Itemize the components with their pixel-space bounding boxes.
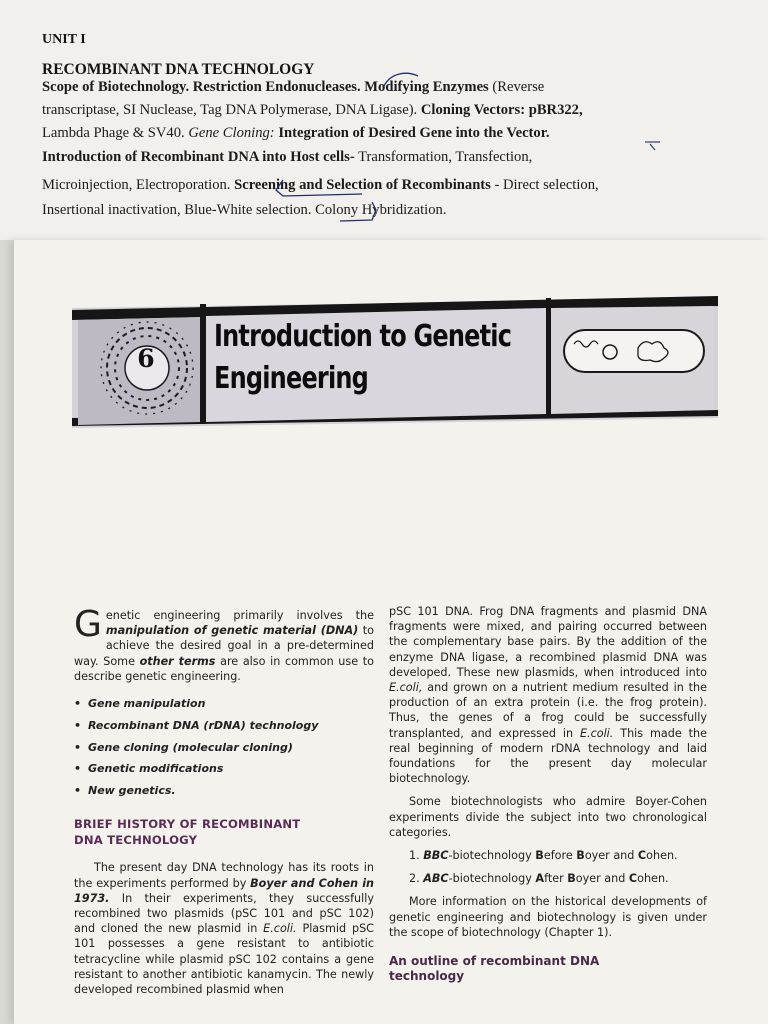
chapter-number: 6 xyxy=(137,344,155,373)
syllabus-line: Insertional inactivation, Blue-White selection. Colony Hybridization. xyxy=(42,202,447,218)
syllabus-line: Microinjection, Electroporation. Screening and Selection of Recombinants - Direct selection, xyxy=(42,177,599,193)
outline-heading-line2: technology xyxy=(389,969,465,984)
outline-heading-line1: An outline of recombinant DNA xyxy=(389,954,600,969)
list-item: 1. BBC-biotechnology Before Boyer and Cohen. xyxy=(409,849,678,863)
chapter-title xyxy=(214,316,511,400)
terms-list xyxy=(74,696,374,798)
outline-heading xyxy=(389,954,707,984)
intro-paragraph xyxy=(74,604,374,684)
drop-cap: G xyxy=(74,604,102,645)
left-column xyxy=(74,604,375,997)
history-paragraph: The present day DNA technology has its roots in the experiments performed by Boyer and Cohen in 1973. In their experiments, they successfully recombined two plasmids (pSC 101 and pSC 102) and cloned the new plasmid in E.coli. Plasmid pSC 101 possesses a gene resistant to antibiotic tetracycline while plasmid pSC 102 contains a gene resistant to another antibiotic kanamycin. The newly developed recombined plasmid when xyxy=(74,861,375,997)
unit-label: UNIT I xyxy=(42,32,86,47)
list-item: • Recombinant DNA (rDNA) technology xyxy=(74,718,374,733)
chapter-title-line2: Engineering xyxy=(214,361,369,396)
syllabus-section xyxy=(0,0,768,240)
chapter-title-line1: Introduction to Genetic xyxy=(214,319,512,354)
syllabus-line: Lambda Phage & SV40. Gene Cloning: Integration of Desired Gene into the Vector. xyxy=(42,125,550,141)
list-item: • Genetic modifications xyxy=(74,761,374,776)
history-heading xyxy=(74,816,374,848)
list-item: • Gene cloning (molecular cloning) xyxy=(74,740,374,755)
book-page xyxy=(14,240,768,1024)
right-column xyxy=(389,604,707,984)
chapter-banner xyxy=(70,268,720,450)
syllabus-line: transcriptase, SI Nuclease, Tag DNA Polymerase, DNA Ligase). Cloning Vectors: pBR322, xyxy=(42,102,583,118)
list-item: • New genetics. xyxy=(74,783,374,798)
list-item: • Gene manipulation xyxy=(74,696,374,711)
categories-list xyxy=(389,848,707,886)
categories-intro-paragraph: Some biotechnologists who admire Boyer-Cohen experiments divide the subject into two chronological categories. xyxy=(389,795,707,839)
history-heading-line1: BRIEF HISTORY OF RECOMBINANT xyxy=(74,817,301,832)
syllabus-line: Scope of Biotechnology. Restriction Endonucleases. Modifying Enzymes (Reverse xyxy=(42,79,545,95)
frog-dna-paragraph: pSC 101 DNA. Frog DNA fragments and plasmid DNA fragments were mixed, and pairing occurred between the complementary base pairs. By the addition of the enzyme DNA ligase, a recombined plasmid DNA was developed. These new plasmids, when introduced into E.coli, and grown on a nutrient medium resulted in the production of an extra protein (i.e. the frog protein). Thus, the genes of a frog could be successfully transplanted, and expressed in E.coli. This made the real beginning of modern rDNA technology and laid foundations for the present day molecular biotechnology. xyxy=(389,605,707,786)
syllabus-title: RECOMBINANT DNA TECHNOLOGY xyxy=(42,61,315,78)
syllabus-line: Introduction of Recombinant DNA into Host cells- Transformation, Transfection, xyxy=(42,149,533,165)
list-item: 2. ABC-biotechnology After Boyer and Cohen. xyxy=(409,872,669,886)
history-heading-line2: DNA TECHNOLOGY xyxy=(74,833,198,848)
intro-text: enetic engineering primarily involves the manipulation of genetic material (DNA) to achieve the desired goal in a pre-determined way. Some other terms are also in common use to describe genetic engineering. xyxy=(74,609,374,683)
more-info-paragraph: More information on the historical developments of genetic engineering and biotechnology is given under the scope of biotechnology (Chapter 1). xyxy=(389,895,707,939)
